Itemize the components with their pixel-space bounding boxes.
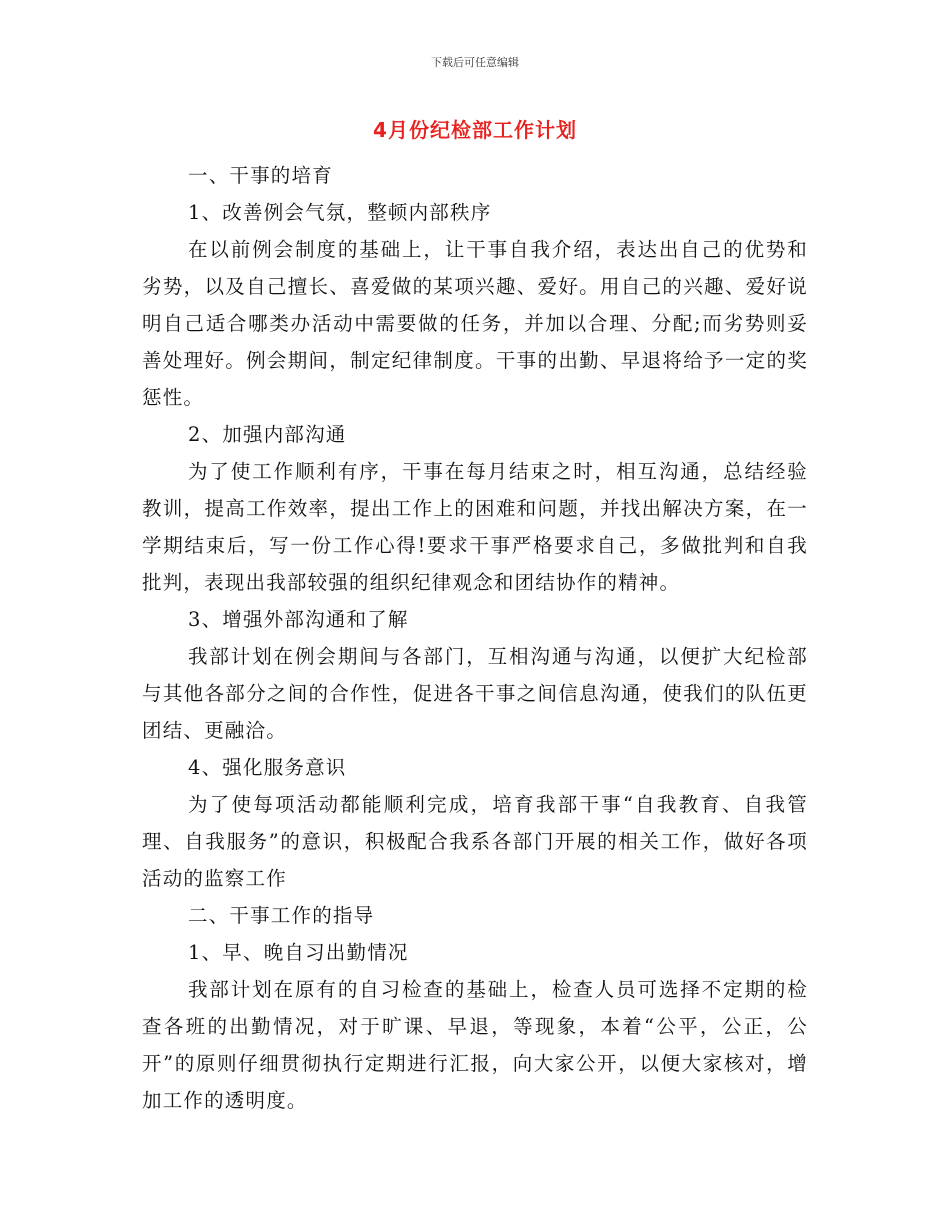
body-paragraph: 在以前例会制度的基础上，让干事自我介绍，表达出自己的优势和劣势，以及自己擅长、喜爱做的某项兴趣、爱好。用自己的兴趣、爱好说明自己适合哪类办活动中需要做的任务，并加以合理、分配;而劣势则妥善处理好。例会期间，制定纪律制度。干事的出勤、早退将给予一定的奖惩性。 <box>142 238 808 409</box>
subsection-heading: 1、早、晚自习出勤情况 <box>188 941 409 964</box>
body-paragraph: 为了使每项活动都能顺利完成，培育我部干事“自我教育、自我管理、自我服务”的意识，积极配合我系各部门开展的相关工作，做好各项活动的监察工作 <box>142 793 808 890</box>
body-paragraph: 我部计划在原有的自习检查的基础上，检查人员可选择不定期的检查各班的出勤情况，对于旷课、早退，等现象，本着“公平，公正，公开”的原则仔细贯彻执行定期进行汇报，向大家公开，以便大家核对，增加工作的透明度。 <box>142 978 808 1112</box>
body-paragraph: 为了使工作顺利有序，干事在每月结束之时，相互沟通，总结经验教训，提高工作效率，提出工作上的困难和问题，并找出解决方案，在一学期结束后，写一份工作心得!要求干事严格要求自己，多做批判和自我批判，表现出我部较强的组织纪律观念和团结协作的精神。 <box>142 460 808 594</box>
subsection-heading: 2、加强内部沟通 <box>188 423 347 446</box>
subsection-heading: 3、增强外部沟通和了解 <box>188 608 409 631</box>
section-heading: 一、干事的培育 <box>188 164 333 187</box>
body-paragraph: 我部计划在例会期间与各部门，互相沟通与沟通，以便扩大纪检部与其他各部分之间的合作性，促进各干事之间信息沟通，使我们的队伍更团结、更融洽。 <box>142 645 808 742</box>
header-note: 下载后可任意编辑 <box>431 56 519 69</box>
subsection-heading: 1、改善例会气氛，整顿内部秩序 <box>188 201 492 224</box>
section-heading: 二、干事工作的指导 <box>188 904 375 927</box>
document-body <box>142 157 808 1119</box>
subsection-heading: 4、强化服务意识 <box>188 756 347 779</box>
document-title: 4月份纪检部工作计划 <box>373 118 577 142</box>
